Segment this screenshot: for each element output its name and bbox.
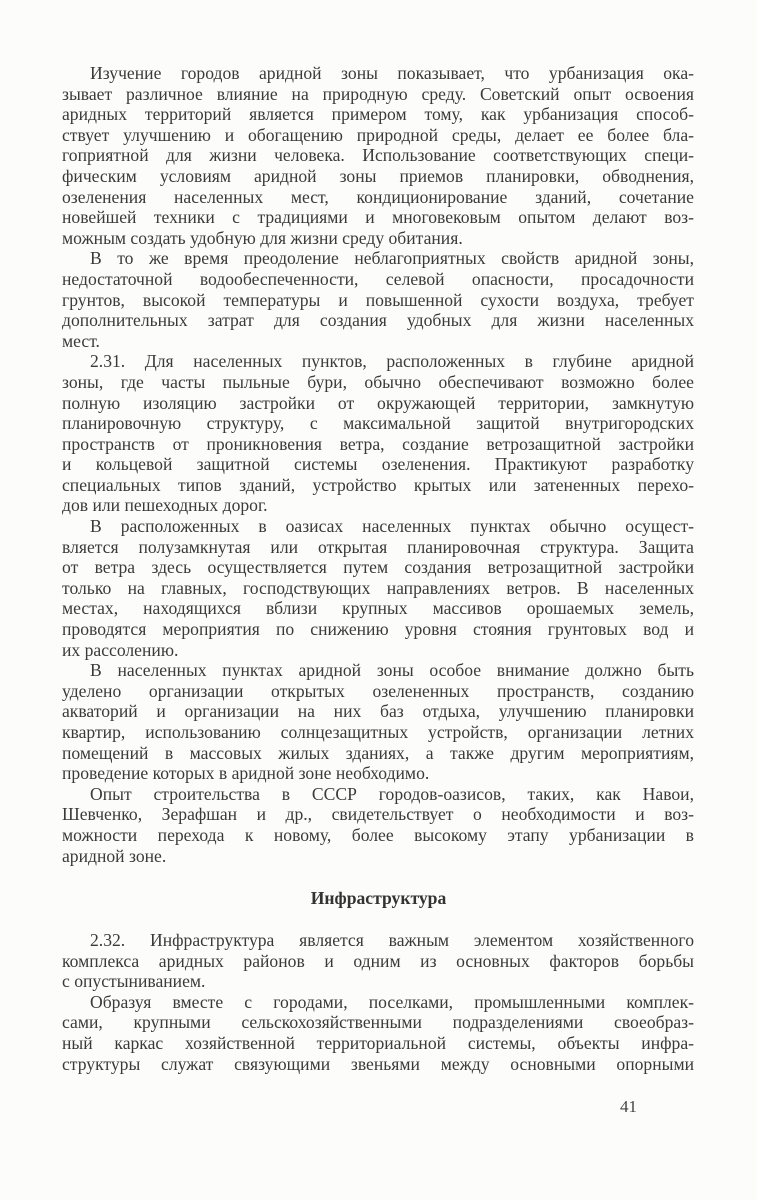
text-line: можности перехода к новому, более высокому этапу урбанизации в: [62, 824, 694, 845]
text-line: озеленения населенных мест, кондиционирование зданий, сочетание: [62, 186, 694, 207]
text-line: квартир, использованию солнцезащитных устройств, организации летних: [62, 722, 694, 742]
text-line: 2.32. Инфраструктура является важным элементом хозяйственного: [90, 930, 694, 950]
text-line: Опыт строительства в СССР городов-оазисов, таких, как Навои,: [90, 783, 694, 804]
text-line: помещений в массовых жилых зданиях, а также другим мероприятиям,: [62, 742, 694, 763]
paragraph: [62, 351, 694, 516]
text-line: В расположенных в оазисах населенных пунктах обычно осущест-: [90, 516, 694, 537]
text-line: новейшей техники с традициями и многовековым опытом делают воз-: [62, 207, 694, 228]
text-line: Шевченко, Зерафшан и др., свидетельствует о необходимости и воз-: [62, 804, 694, 825]
text-line: только на главных, господствующих направлениях ветров. В населенных: [62, 577, 694, 598]
paragraph: [62, 784, 694, 866]
text-line: В то же время преодоление неблагоприятных свойств аридной зоны,: [90, 248, 694, 269]
text-line: проводятся мероприятия по снижению уровня стояния грунтовых вод и: [62, 619, 694, 640]
text-line: гоприятной для жизни человека. Использование соответствующих специ-: [62, 145, 694, 166]
page-number: 41: [620, 1097, 637, 1116]
paragraph: [62, 660, 694, 784]
body-text-section-2: [62, 930, 694, 1074]
text-line: мест.: [62, 330, 100, 351]
text-line: недостаточной водообеспеченности, селевой опасности, просадочности: [62, 268, 694, 289]
text-line: с опустыниванием.: [62, 971, 206, 992]
paragraph: [62, 992, 694, 1074]
text-line: 2.31. Для населенных пунктов, расположенных в глубине аридной: [90, 351, 694, 372]
text-line: комплекса аридных районов и одним из основных факторов борьбы: [62, 950, 694, 971]
text-line: уделено организации открытых озелененных пространств, созданию: [62, 680, 694, 701]
text-line: их рассолению.: [62, 639, 179, 660]
text-line: акваторий и организации на них баз отдыха, улучшению планировки: [62, 701, 694, 722]
text-line: и кольцевой защитной системы озеленения. Практикуют разработку: [62, 454, 694, 475]
text-line: аридных территорий является примером тому, как урбанизация способ-: [62, 104, 694, 125]
text-line: дополнительных затрат для создания удобных для жизни населенных: [62, 310, 694, 331]
text-line: фическим условиям аридной зоны приемов планировки, обводнения,: [62, 165, 694, 186]
body-text-section-1: [62, 63, 694, 866]
text-line: местах, находящихся вблизи крупных массивов орошаемых земель,: [62, 598, 694, 619]
text-line: ствует улучшению и обогащению природной среды, делает ее более бла-: [62, 124, 694, 145]
text-line: Образуя вместе с городами, поселками, промышленными комплек-: [90, 991, 694, 1012]
text-line: зоны, где часты пыльные бури, обычно обеспечивают возможно более: [62, 371, 694, 392]
text-line: грунтов, высокой температуры и повышенной сухости воздуха, требует: [62, 289, 694, 310]
text-line: ный каркас хозяйственной территориальной системы, объекты инфра-: [62, 1032, 694, 1053]
text-line: дов или пешеходных дорог.: [62, 495, 268, 516]
paragraph: [62, 930, 694, 992]
text-line: вляется полузамкнутая или открытая планировочная структура. Защита: [62, 536, 694, 557]
text-line: специальных типов зданий, устройство крытых или затененных перехо-: [62, 474, 694, 495]
paragraph: [62, 63, 694, 248]
paragraph: [62, 248, 694, 351]
text-line: аридной зоне.: [62, 845, 167, 866]
paragraph: [62, 516, 694, 660]
section-heading: Инфраструктура: [310, 888, 447, 908]
text-line: пространств от проникновения ветра, создание ветрозащитной застройки: [62, 433, 694, 454]
text-line: Изучение городов аридной зоны показывает, что урбанизация ока-: [90, 63, 694, 83]
text-line: от ветра здесь осуществляется путем создания ветрозащитной застройки: [62, 557, 694, 578]
text-line: зывает различное влияние на природную среду. Советский опыт освоения: [62, 83, 694, 104]
text-line: В населенных пунктах аридной зоны особое внимание должно быть: [90, 660, 694, 681]
text-line: полную изоляцию застройки от окружающей территории, замкнутую: [62, 392, 694, 413]
text-line: сами, крупными сельскохозяйственными подразделениями своеобраз-: [62, 1012, 694, 1033]
text-line: планировочную структуру, с максимальной защитой внутригородских: [62, 413, 694, 434]
text-line: можным создать удобную для жизни среду обитания.: [62, 227, 463, 248]
text-line: проведение которых в аридной зоне необходимо.: [62, 763, 430, 784]
text-line: структуры служат связующими звеньями между основными опорными: [62, 1053, 694, 1074]
